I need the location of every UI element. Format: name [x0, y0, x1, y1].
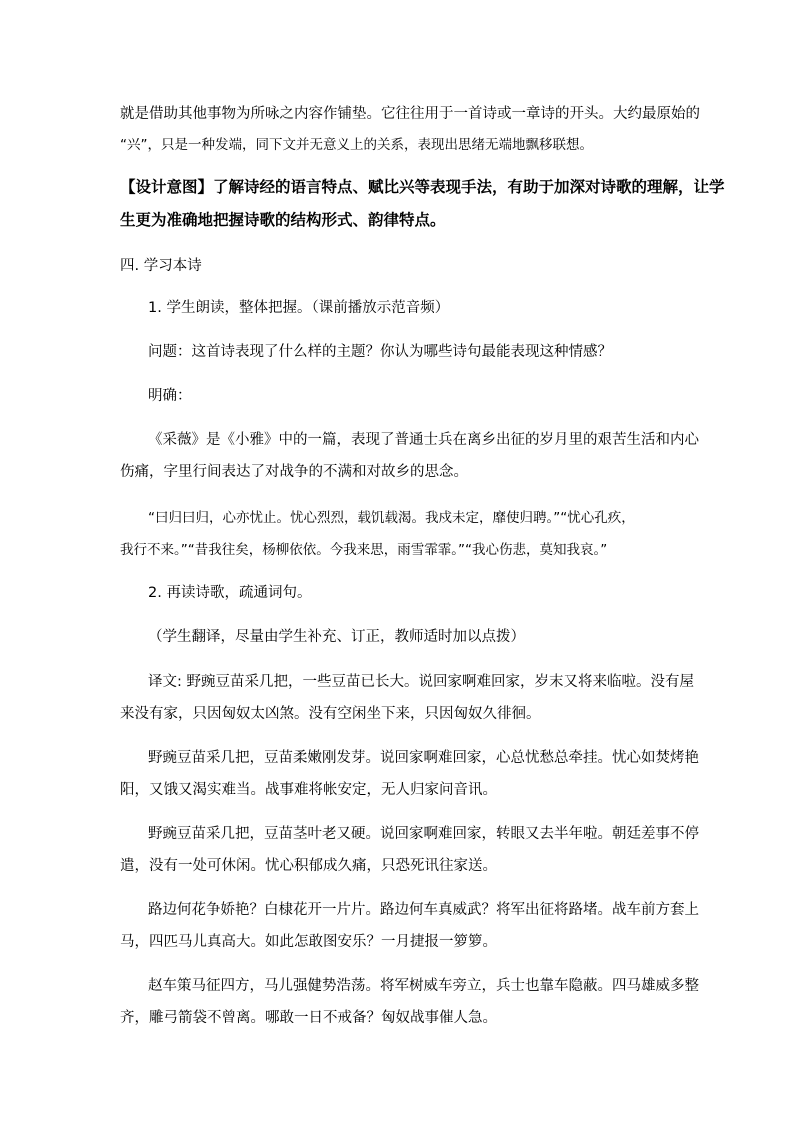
quote-line: “曰归曰归，心亦忧止。忧心烈烈，载饥载渴。我戍未定，靡使归聘。”“忧心孔疚， [148, 510, 635, 526]
translation-line: 赵车策马征四方，马儿强健势浩荡。将军树威车旁立，兵士也靠车隐蔽。四马雄威多整 [148, 978, 699, 994]
translation-line: 路边何花争娇艳？白棣花开一片片。路边何车真威武？将军出征将路堵。战车前方套上 [148, 902, 699, 918]
design-intent-line: 【设计意图】了解诗经的语言特点、赋比兴等表现手法，有助于加深对诗歌的理解，让学 [120, 178, 725, 196]
translation-line: 野豌豆苗采几把，豆苗茎叶老又硬。说回家啊难回家，转眼又去半年啦。朝廷差事不停 [148, 826, 699, 842]
section-heading: 四. 学习本诗 [120, 258, 202, 274]
translation-line: 阳，又饿又渴实难当。战事难将帐安定，无人归家问音讯。 [120, 782, 497, 798]
step-note: （学生翻译，尽量由学生补充、订正，教师适时加以点拨） [148, 629, 525, 645]
paragraph-line: “兴”，只是一种发端，同下文并无意义上的关系，表现出思绪无端地飘移联想。 [120, 137, 593, 153]
step-heading: 1. 学生朗读，整体把握。（课前播放示范音频） [148, 300, 450, 316]
step-heading: 2. 再读诗歌，疏通词句。 [148, 585, 312, 601]
paragraph-line: 《采薇》是《小雅》中的一篇，表现了普通士兵在离乡出征的岁月里的艰苦生活和内心 [148, 432, 699, 448]
paragraph-line: 伤痛，字里行间表达了对战争的不满和对故乡的思念。 [120, 464, 468, 480]
translation-line: 遣，没有一处可休闲。忧心积郁成久痛，只恐死讯往家送。 [120, 858, 497, 874]
quote-line: 我行不来。”“昔我往矣，杨柳依依。今我来思，雨雪霏霏。”“我心伤悲，莫知我哀。” [120, 542, 608, 558]
paragraph-line: 就是借助其他事物为所咏之内容作铺垫。它往往用于一首诗或一章诗的开头。大约最原始的 [120, 106, 700, 122]
translation-line: 齐，雕弓箭袋不曾离。哪敢一日不戒备？匈奴战事催人急。 [120, 1010, 497, 1026]
clarify-label: 明确： [148, 388, 192, 404]
question-text: 问题：这首诗表现了什么样的主题？你认为哪些诗句最能表现这种情感？ [148, 344, 612, 360]
translation-line: 来没有家，只因匈奴太凶煞。没有空闲坐下来，只因匈奴久徘徊。 [120, 706, 541, 722]
translation-line: 马，四匹马儿真高大。如此怎敢图安乐？一月捷报一箩箩。 [120, 934, 497, 950]
translation-line: 野豌豆苗采几把，豆苗柔嫩刚发芽。说回家啊难回家，心总忧愁总牵挂。忧心如焚烤艳 [148, 750, 699, 766]
design-intent-line: 生更为准确地把握诗歌的结构形式、韵律特点。 [120, 211, 446, 229]
translation-line: 译文: 野豌豆苗采几把，一些豆苗已长大。说回家啊难回家，岁末又将来临啦。没有屋 [148, 674, 694, 690]
